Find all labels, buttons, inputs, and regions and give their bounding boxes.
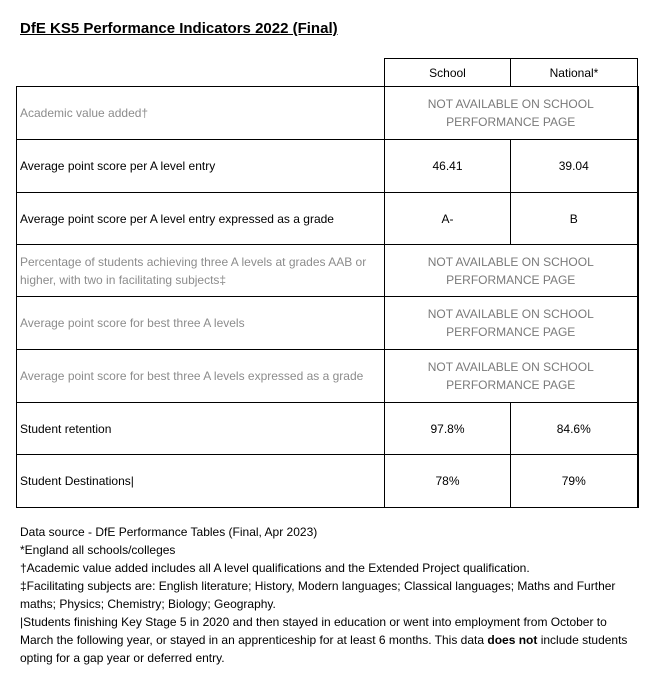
academic-value-note: †Academic value added includes all A level qualifications and the Extended Project qualification. — [20, 561, 530, 575]
school-value: A- — [385, 193, 511, 245]
destinations-note-end: include students opting for a gap year or deferred entry. — [20, 633, 628, 665]
table-row — [17, 297, 638, 350]
not-available-cell: NOT AVAILABLE ON SCHOOL PERFORMANCE PAGE — [385, 350, 638, 403]
national-value: B — [511, 193, 638, 245]
destinations-note-emphasis: does not — [487, 633, 538, 647]
national-value: 39.04 — [511, 140, 638, 193]
row-label-academic-value-added: Academic value added† — [17, 87, 385, 140]
header-school: School — [385, 59, 511, 87]
data-source-note: Data source - DfE Performance Tables (Final, Apr 2023) — [20, 525, 318, 539]
table-row — [17, 140, 638, 193]
not-available-cell: NOT AVAILABLE ON SCHOOL PERFORMANCE PAGE — [385, 87, 638, 140]
table-row — [17, 350, 638, 403]
row-label-aps-per-entry: Average point score per A level entry — [17, 140, 385, 193]
row-label-student-destinations: Student Destinations| — [17, 455, 385, 508]
row-label-aps-per-entry-grade: Average point score per A level entry expressed as a grade — [17, 193, 385, 245]
row-label-best-three-grade: Average point score for best three A levels expressed as a grade — [17, 350, 385, 403]
table-row — [17, 87, 638, 140]
facilitating-subjects-note: ‡Facilitating subjects are: English literature; History, Modern languages; Classical languages; Maths and Further maths; Physics; Chemistry; Biology; Geography. — [20, 579, 616, 611]
header-spacer — [17, 59, 385, 87]
destinations-note — [20, 613, 632, 667]
page-title: DfE KS5 Performance Indicators 2022 (Final) — [20, 20, 338, 37]
destinations-note-start: |Students finishing Key Stage 5 in 2020 and then stayed in education or went into employment from October to March the following year, or stayed in an apprenticeship for at least 6 months. This data — [20, 615, 607, 647]
row-label-best-three: Average point score for best three A levels — [17, 297, 385, 350]
row-label-student-retention: Student retention — [17, 403, 385, 455]
school-value: 46.41 — [385, 140, 511, 193]
not-available-cell: NOT AVAILABLE ON SCHOOL PERFORMANCE PAGE — [385, 297, 638, 350]
table-row — [17, 193, 638, 245]
table-row — [17, 403, 638, 455]
national-value: 79% — [511, 455, 638, 508]
england-note: *England all schools/colleges — [20, 543, 176, 557]
school-value: 78% — [385, 455, 511, 508]
national-value: 84.6% — [511, 403, 638, 455]
header-national: National* — [511, 59, 638, 87]
performance-table — [16, 58, 639, 508]
row-label-aab-facilitating: Percentage of students achieving three A levels at grades AAB or higher, with two in facilitating subjects‡ — [17, 245, 385, 297]
table-row — [17, 245, 638, 297]
table-row — [17, 455, 638, 508]
footnotes — [20, 523, 632, 667]
not-available-cell: NOT AVAILABLE ON SCHOOL PERFORMANCE PAGE — [385, 245, 638, 297]
table-header-row — [17, 59, 638, 87]
school-value: 97.8% — [385, 403, 511, 455]
